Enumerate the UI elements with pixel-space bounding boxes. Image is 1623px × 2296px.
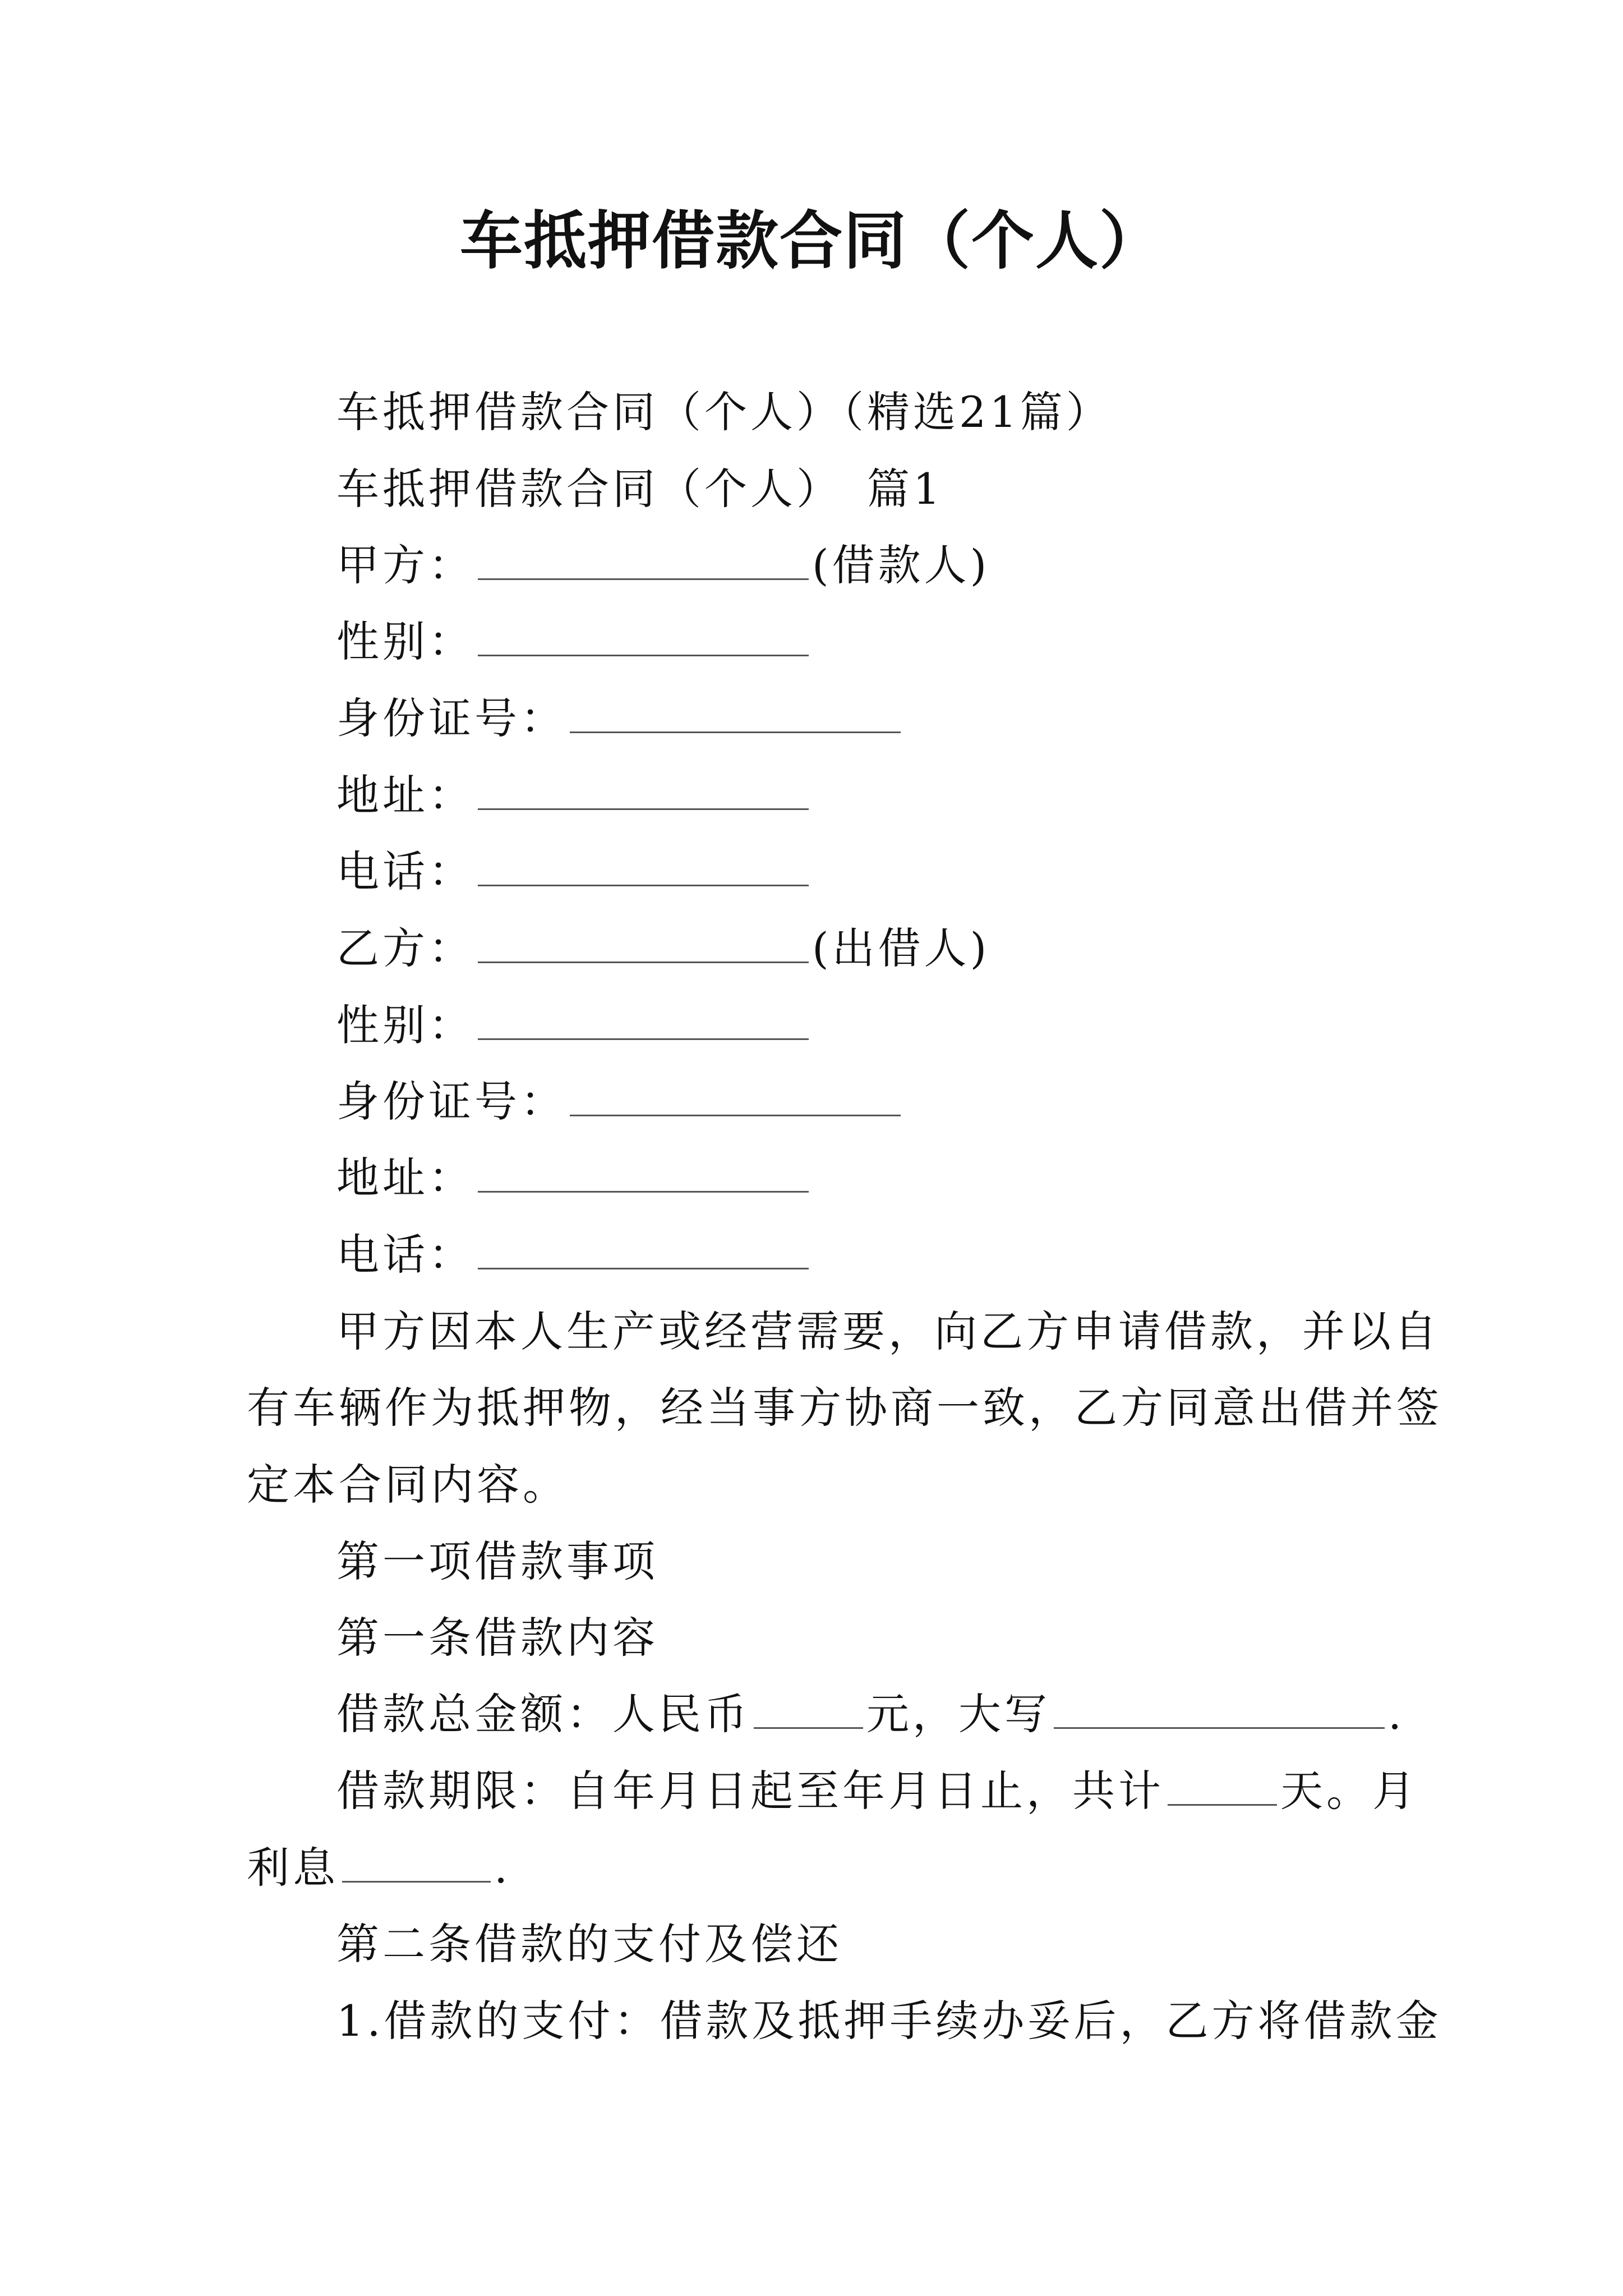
party-b-id-blank[interactable] (570, 1075, 901, 1116)
party-b-phone-label: 电话： (336, 1230, 474, 1280)
document-title: 车抵押借款合同（个人） (460, 204, 1163, 278)
amount-label: 借款总金额：人民币 (336, 1689, 750, 1739)
party-b-gender-line (336, 995, 812, 1056)
section-title: 车抵押借款合同（个人） 篇1 (336, 464, 944, 514)
party-b-blank[interactable] (478, 922, 809, 963)
document-heading: 车抵押借款合同（个人）（精选21篇） (336, 387, 1112, 437)
payment-line: 1.借款的支付：借款及抵押手续办妥后，乙方将借款金 (336, 1996, 1442, 2046)
amount-end: . (1388, 1689, 1405, 1739)
party-b-role: (出借人) (812, 923, 990, 973)
party-a-blank[interactable] (478, 539, 809, 580)
clause-2-title: 第二条借款的支付及偿还 (336, 1919, 842, 1969)
amount-line (336, 1683, 1405, 1745)
party-b-gender-label: 性别： (336, 1000, 474, 1050)
intro-line-1: 甲方因本人生产或经营需要，向乙方申请借款，并以自 (336, 1306, 1440, 1356)
party-a-role: (借款人) (812, 540, 990, 590)
party-b-line (336, 918, 990, 979)
party-a-phone-label: 电话： (336, 846, 474, 896)
party-b-gender-blank[interactable] (478, 999, 809, 1040)
term-unit: 天。月 (1280, 1766, 1418, 1816)
party-a-phone-blank[interactable] (478, 845, 809, 886)
party-b-address-line (336, 1147, 812, 1209)
clause-1-title: 第一条借款内容 (336, 1613, 658, 1663)
party-a-gender-line (336, 611, 812, 673)
amount-number-blank[interactable] (754, 1688, 863, 1729)
amount-words-blank[interactable] (1054, 1688, 1385, 1729)
party-a-id-label: 身份证号： (336, 693, 566, 743)
interest-blank[interactable] (342, 1842, 491, 1883)
party-a-address-line (336, 765, 812, 826)
party-a-gender-label: 性别： (336, 616, 474, 666)
term-days-blank[interactable] (1168, 1765, 1277, 1806)
party-a-gender-blank[interactable] (478, 615, 809, 656)
party-b-label: 乙方： (336, 923, 474, 973)
party-a-label: 甲方： (336, 540, 474, 590)
interest-line (247, 1837, 511, 1899)
intro-line-2: 有车辆作为抵押物，经当事方协商一致，乙方同意出借并签 (247, 1383, 1442, 1433)
party-a-id-blank[interactable] (570, 692, 901, 733)
term-line (336, 1760, 1418, 1822)
interest-end: . (494, 1843, 511, 1893)
party-b-id-label: 身份证号： (336, 1076, 566, 1126)
interest-label: 利息 (247, 1843, 339, 1893)
party-a-phone-line (336, 841, 812, 903)
term-label: 借款期限：自年月日起至年月日止，共计 (336, 1766, 1164, 1816)
party-b-address-blank[interactable] (478, 1152, 809, 1193)
party-b-phone-line (336, 1224, 812, 1286)
party-b-address-label: 地址： (336, 1153, 474, 1203)
party-a-line (336, 535, 990, 596)
intro-line-3: 定本合同内容。 (247, 1460, 569, 1510)
amount-unit: 元，大写 (866, 1689, 1050, 1739)
party-a-address-blank[interactable] (478, 769, 809, 810)
party-b-id-line (336, 1071, 904, 1133)
party-a-id-line (336, 688, 904, 749)
party-b-phone-blank[interactable] (478, 1228, 809, 1269)
party-a-address-label: 地址： (336, 770, 474, 820)
item-1-title: 第一项借款事项 (336, 1536, 658, 1586)
